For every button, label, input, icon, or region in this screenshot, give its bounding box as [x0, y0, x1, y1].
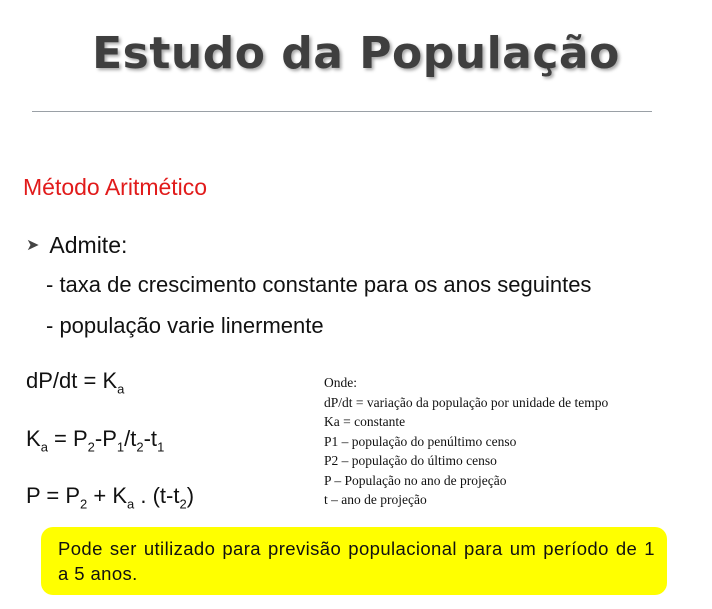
legend-line: Onde:	[324, 375, 357, 390]
formula-population: $P = P_2 + K_a$ . $(t-t_2)$	[26, 483, 195, 512]
list-item: - população varie linermente	[46, 313, 324, 338]
list-item: - taxa de crescimento constante para os anos seguintes	[46, 272, 592, 297]
legend-line: P1 – população do penúltimo censo	[324, 433, 517, 449]
section-heading: Método Aritmético	[23, 174, 208, 200]
title-divider	[32, 111, 652, 112]
legend-line: Ka = constante	[324, 414, 406, 429]
page-title: Estudo da População	[92, 28, 620, 79]
formula-ka: $K_a = P_2-P_1/t_2-t_1$	[26, 426, 165, 455]
bullet-text: Admite:	[49, 232, 128, 258]
arrow-bullet-icon: ➤	[26, 237, 40, 254]
highlight-note: Pode ser utilizado para previsão populacional para um período de 1 a 5 anos.	[41, 527, 667, 595]
legend-line: t – ano de projeção	[324, 492, 427, 507]
bullet-admite	[26, 232, 127, 259]
variable-legend	[324, 373, 608, 510]
formula-derivative: $dP/dt = K_a$	[26, 368, 125, 397]
legend-line: P – População no ano de projeção	[324, 472, 507, 488]
legend-line: dP/dt = variação da população por unidade de tempo	[324, 394, 609, 410]
legend-line: P2 – população do último censo	[324, 453, 497, 468]
